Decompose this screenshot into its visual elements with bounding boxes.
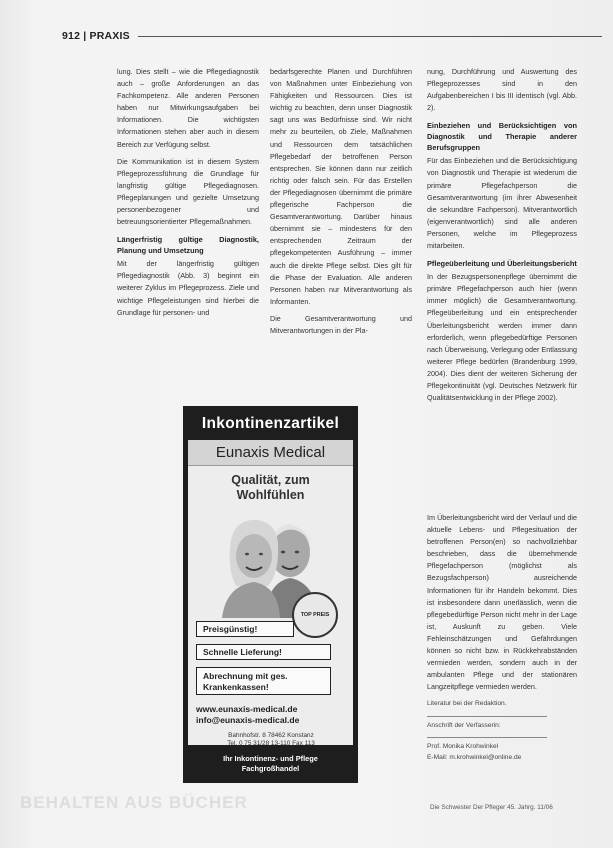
library-stamp-watermark: BEHALTEN AUS BÜCHER (20, 793, 248, 812)
author-divider-2 (427, 737, 547, 738)
col3-heading-2: Pflegeüberleitung und Überleitungsbericht (427, 259, 577, 269)
ad-slogan (188, 473, 353, 503)
author-heading: Anschrift der Verfasserin: (427, 721, 501, 729)
ad-bottom-line-2: Fachgroßhandel (241, 763, 300, 773)
col3-heading-1: Einbeziehen und Berücksichtigen von Diagnostik und Therapie anderer Berufsgruppen (427, 121, 577, 153)
ad-phone: Tel. 0 75 31/28 13-110 Fax 113 (227, 740, 315, 747)
col2-paragraph-1: bedarfsgerechte Planen und Durchführen von Maßnahmen unter Einbeziehung von Fähigkeiten und Ressourcen. Dies ist wichtig zu beachten, denn unser Diagnostik sagt uns was Bedürfnisse sind. Wir nicht mehr zu beurteilen, ob Ziele, Maßnahmen und Ressourcen dem tatsächlichen Pflegebedarf der betroffenen Person entsprechen. Sie können dann nur zeitlich richtig oder falsch sein. Für das Erstellen der Pflegediagnosen übernimmt die primäre pflegerische Fachperson die Gesamtverantwortung. Darüber hinaus übernimmt sie – mindestens für den entsprechenden Zeitraum der pflegekompetenten Ausführung – immer auch die direkte Pflege selbst. Dies gilt für die Phase der Evaluation. Alle anderen Personen haben nur Mitverantwortung als Informanten. (270, 67, 412, 306)
ad-label-delivery (196, 644, 331, 660)
col1-paragraph-2: Die Kommunikation ist in diesem System Pflegeprozessführung die Grundlage für langfristig gültige Pflegediagnosen. Pflegeplanungen und gezielte Umsetzung personenbezogener und betreuungsorientierter Pflegemaßnahmen. (117, 156, 259, 227)
ad-label-delivery-text: Schnelle Lieferung! (203, 647, 282, 657)
column-1 (117, 66, 259, 324)
author-block (427, 699, 577, 763)
column-3 (427, 66, 577, 409)
ad-brand: Eunaxis Medical (188, 440, 353, 466)
ad-label-billing (196, 667, 331, 695)
page-footer: Die Schwester Der Pfleger 45. Jahrg. 11/06 (430, 804, 553, 811)
ad-panel (188, 440, 353, 745)
author-email: E-Mail: m.krohwinkel@online.de (427, 753, 522, 761)
seal-text: TOP PREIS (300, 612, 330, 618)
ad-slogan-line-2: Wohlfühlen (236, 488, 305, 502)
literature-note: Literatur bei der Redaktion. (427, 700, 507, 708)
header-title: 912 | PRAXIS (62, 30, 130, 42)
ad-label-price-text: Preisgünstig! (203, 624, 258, 634)
col3-paragraph-3: In der Bezugspersonenpflege übernimmt die primäre Pflegefachperson auch hier (wenn immer möglich) die Gesamtverantwortung. Pflegeüberleitung und ein entsprechender Überleitungsbericht werden immer dann erforderlich, wenn pflegebedürftige Personen nach Überweisung, Verlegung oder Entlassung weiterer Pflege bedürfen (Brandenburg 1999, 2004). Dies dient der weiteren Sicherung der Pflegekontinuität (vgl. Deutsches Netzwerk für Qualitätsentwicklung in der Pflege 2002). (427, 272, 577, 403)
col1-heading: Längerfristig gültige Diagnostik, Planung und Umsetzung (117, 235, 259, 256)
ad-slogan-line-1: Qualität, zum (231, 473, 310, 487)
ad-url-link[interactable]: www.eunaxis-medical.de (196, 704, 298, 714)
ad-street: Bahnhofstr. 8 78462 Konstanz (228, 732, 314, 739)
ad-contact (196, 704, 346, 726)
author-name: Prof. Monika Krohwinkel (427, 743, 499, 751)
page-header (62, 28, 602, 44)
column-2 (270, 66, 412, 342)
ad-label-price (196, 621, 294, 637)
ad-address (196, 732, 346, 748)
author-divider (427, 716, 547, 717)
ad-banner: Inkontinenzartikel (201, 415, 340, 432)
advertisement (183, 406, 358, 783)
top-price-seal (292, 592, 338, 638)
ad-email-link[interactable]: info@eunaxis-medical.de (196, 715, 300, 725)
col3-paragraph-4: Im Überleitungsbericht wird der Verlauf und die aktuelle Lebens- und Pflegesituation der betroffenen Person(en) so nachvollziehbar beschrieben, dass die übernehmende Pflegefachperson (möglichst als Bezugsfachperson) ausreichende Informationen für ihr Handeln bekommt. Dies ist insbesondere dann unerlässlich, wenn die pflegebedürftige Person nicht mehr in der Lage ist, Auskunft zu geben. Viele Fehleinschätzungen und Gefährdungen können so nicht bzw. in Rückkehrabständen vermieden werden, sondern auch in der ambulanten Pflege und der stationären Langzeitpflege vermieden werden. (427, 513, 577, 692)
ad-label-billing-line-2: Krankenkassen! (203, 682, 269, 692)
col3-paragraph-1: nung, Durchführung und Auswertung des Pflegeprozesses sind in den Aufgabenbereichen I bis III identisch (vgl. Abb. 2). (427, 67, 577, 113)
header-rule (138, 36, 602, 37)
col1-paragraph-3: Mit der längerfristig gültigen Pflegediagnostik (Abb. 3) beginnt ein weiterer Zyklus im Pflegeprozess. Ziele und wichtige Pflegeleistungen sind hierbei die Grundlage für personen- und (117, 259, 259, 317)
col2-paragraph-2: Die Gesamtverantwortung und Mitverantwortungen in der Pla- (270, 313, 412, 335)
col1-paragraph-1: lung. Dies stellt – wie die Pflegediagnostik auch – große Anforderungen an das Fachkompetenz. Alle anderen Personen haben nur Mitwirkungsaufgaben bei Informationen. Die wichtigsten Informationen stehen aber auch in diesem Bereich zur Verfügung selbst. (117, 67, 259, 149)
ad-label-billing-line-1: Abrechnung mit ges. (203, 671, 288, 681)
col3-paragraph-2: Für das Einbeziehen und die Berücksichtigung von Diagnostik und Therapie ist wiederum die primäre Pflegefachperson die Gesamtverantwortung (im ihrer Abwesenheit die sekundäre Fachperson). Mitverantwortlich (eigenverantwortlich) sind alle anderen Personen, welche im Pflegeprozess mitarbeiten. (427, 156, 577, 251)
column-3-lower (427, 512, 577, 763)
ad-bottom-line-1: Ihr Inkontinenz- und Pflege (223, 754, 318, 763)
ad-bottom-tagline (188, 750, 353, 778)
